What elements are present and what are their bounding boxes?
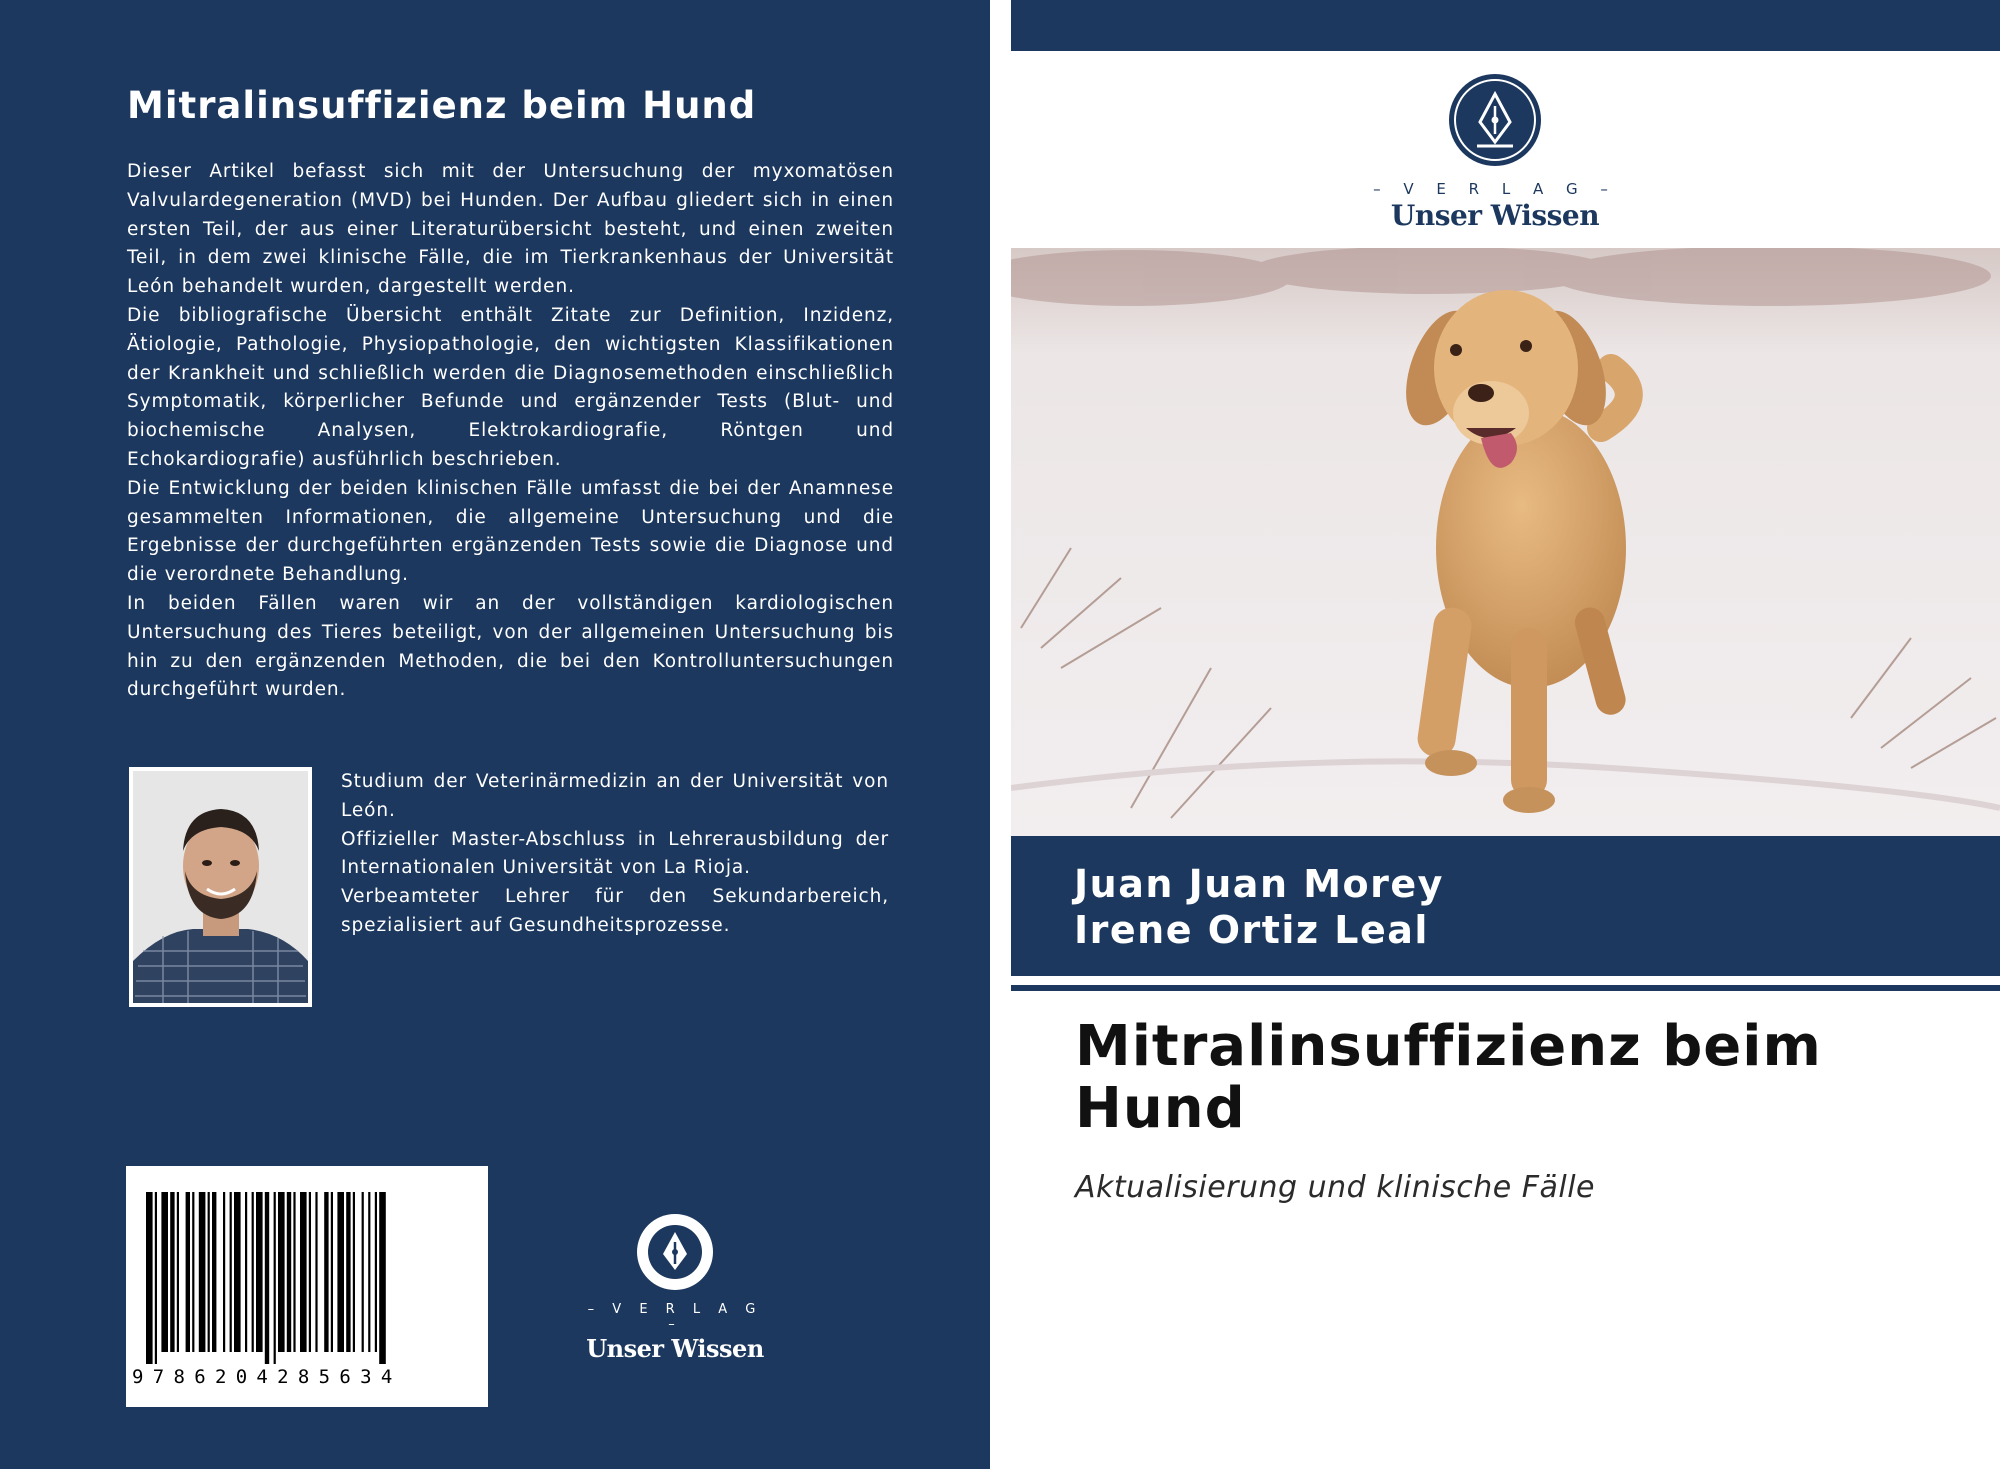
description-paragraph: In beiden Fällen waren wir an der vollständigen kardiologischen Untersuchung des Tieres beteiligt, von der allgemeinen Untersuchung bis hin zu den ergänzenden Methoden, die bei den Kontrolluntersuchungen durchgeführt wurden. (127, 592, 894, 701)
author-name: Juan Juan Morey (1074, 862, 1444, 906)
front-publisher-logo (1360, 72, 1630, 232)
front-cover-subtitle: Aktualisierung und klinische Fälle (1075, 1170, 1595, 1205)
publisher-brand-name: Unser Wissen (1390, 199, 1600, 232)
back-publisher-logo (580, 1212, 770, 1363)
author-bio (341, 768, 889, 941)
description-paragraph: Die bibliografische Übersicht enthält Zitate zur Definition, Inzidenz, Ätiologie, Pathologie, Physiopathologie, den wichtigsten Klassifikationen der Krankheit und schließlich werden die Diagnosemethoden einschließlich Symptomatik, körperlicher Befunde und ergänzender Tests (Blut- und biochemische Analysen, Elektrokardiografie, Röntgen und Echokardiografie) ausführlich beschrieben. (127, 304, 894, 470)
front-divider-rule (1011, 985, 2000, 991)
author-bio-line: Verbeamteter Lehrer für den Sekundarbereich, spezialisiert auf Gesundheitsprozesse. (341, 886, 889, 936)
front-cover-title: Mitralinsuffizienz beim Hund (1075, 1014, 1822, 1141)
authors-band (1011, 836, 2000, 976)
isbn-barcode (126, 1166, 488, 1407)
publisher-verlag-label: – V E R L A G – (1373, 180, 1617, 198)
spine-gap (990, 0, 1010, 1469)
fountain-pen-nib-icon (635, 1212, 715, 1292)
fountain-pen-nib-icon (1447, 72, 1543, 168)
author-bio-line: Studium der Veterinärmedizin an der Universität von León. (341, 771, 889, 821)
description-paragraph: Dieser Artikel befasst sich mit der Untersuchung der myxomatösen Valvulardegeneration (MVD) bei Hunden. Der Aufbau gliedert sich in einen ersten Teil, der aus einer Literaturübersicht besteht, und einen zweiten Teil, in dem zwei klinische Fälle, die im Tierkrankenhaus der Universität León behandelt wurden, dargestellt werden. (127, 161, 894, 298)
author-name: Irene Ortiz Leal (1074, 908, 1429, 952)
cover-photo (1011, 248, 2000, 836)
back-cover (0, 0, 990, 1469)
barcode-bars (146, 1192, 468, 1364)
author-bio-line: Offizieller Master-Abschluss in Lehrerausbildung der Internationalen Universität von La Rioja. (341, 828, 889, 879)
dog-in-snow-image (1011, 248, 2000, 836)
isbn-digits: 9786204285634 (132, 1366, 402, 1388)
front-cover-top-bar (1011, 0, 2000, 51)
author-photo (129, 767, 312, 1007)
back-cover-title: Mitralinsuffizienz beim Hund (127, 84, 757, 127)
author-portrait-icon (133, 771, 308, 1003)
description-paragraph: Die Entwicklung der beiden klinischen Fälle umfasst die bei der Anamnese gesammelten Informationen, die allgemeine Untersuchung und die Ergebnisse der durchgeführten ergänzenden Tests sowie die Diagnose und die verordnete Behandlung. (127, 477, 894, 586)
back-cover-description (127, 158, 894, 705)
publisher-verlag-label: – V E R L A G – (587, 1302, 763, 1332)
publisher-brand-name: Unser Wissen (586, 1334, 764, 1363)
